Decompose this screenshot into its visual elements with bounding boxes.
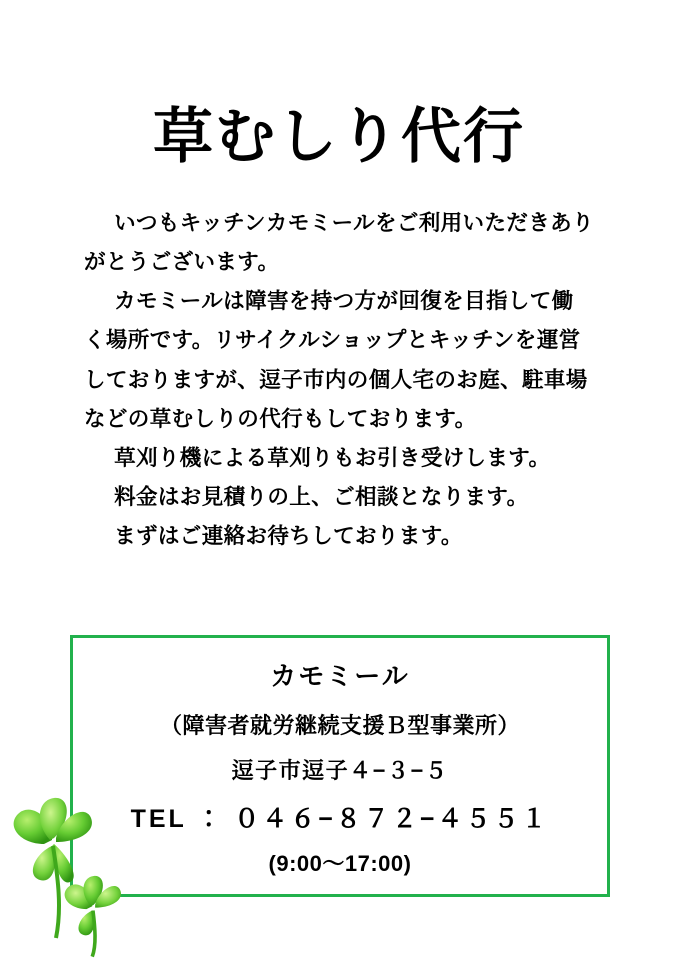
body-text: [0, 170, 678, 556]
paragraph-greeting: いつもキッチンカモミールをご利用いただきありがとうございます。: [84, 211, 594, 275]
paragraph-pricing: 料金はお見積りの上、ご相談となります。: [114, 484, 529, 509]
contact-org-name: カモミール: [270, 661, 410, 691]
contact-inner: [73, 638, 607, 878]
paragraph-closing: まずはご連絡お待ちしております。: [114, 524, 463, 548]
contact-box: [70, 635, 610, 897]
contact-telephone: TEL ： ０４６−８７２−４５５１: [130, 805, 550, 833]
contact-business-hours: (9:00〜17:00): [268, 851, 412, 876]
paragraph-about: カモミールは障害を持つ方が回復を目指して働く場所です。リサイクルショップとキッチンを運営しておりますが、逗子市内の個人宅のお庭、駐車場などの草むしりの代行もしております。: [84, 289, 588, 431]
contact-address: 逗子市逗子４−３−５: [231, 758, 449, 783]
contact-org-subtitle: （障害者就労継続支援Ｂ型事業所）: [159, 713, 520, 738]
paragraph-mower: 草刈り機による草刈りもお引き受けします。: [114, 445, 551, 470]
page-title: 草むしり代行: [153, 103, 525, 170]
